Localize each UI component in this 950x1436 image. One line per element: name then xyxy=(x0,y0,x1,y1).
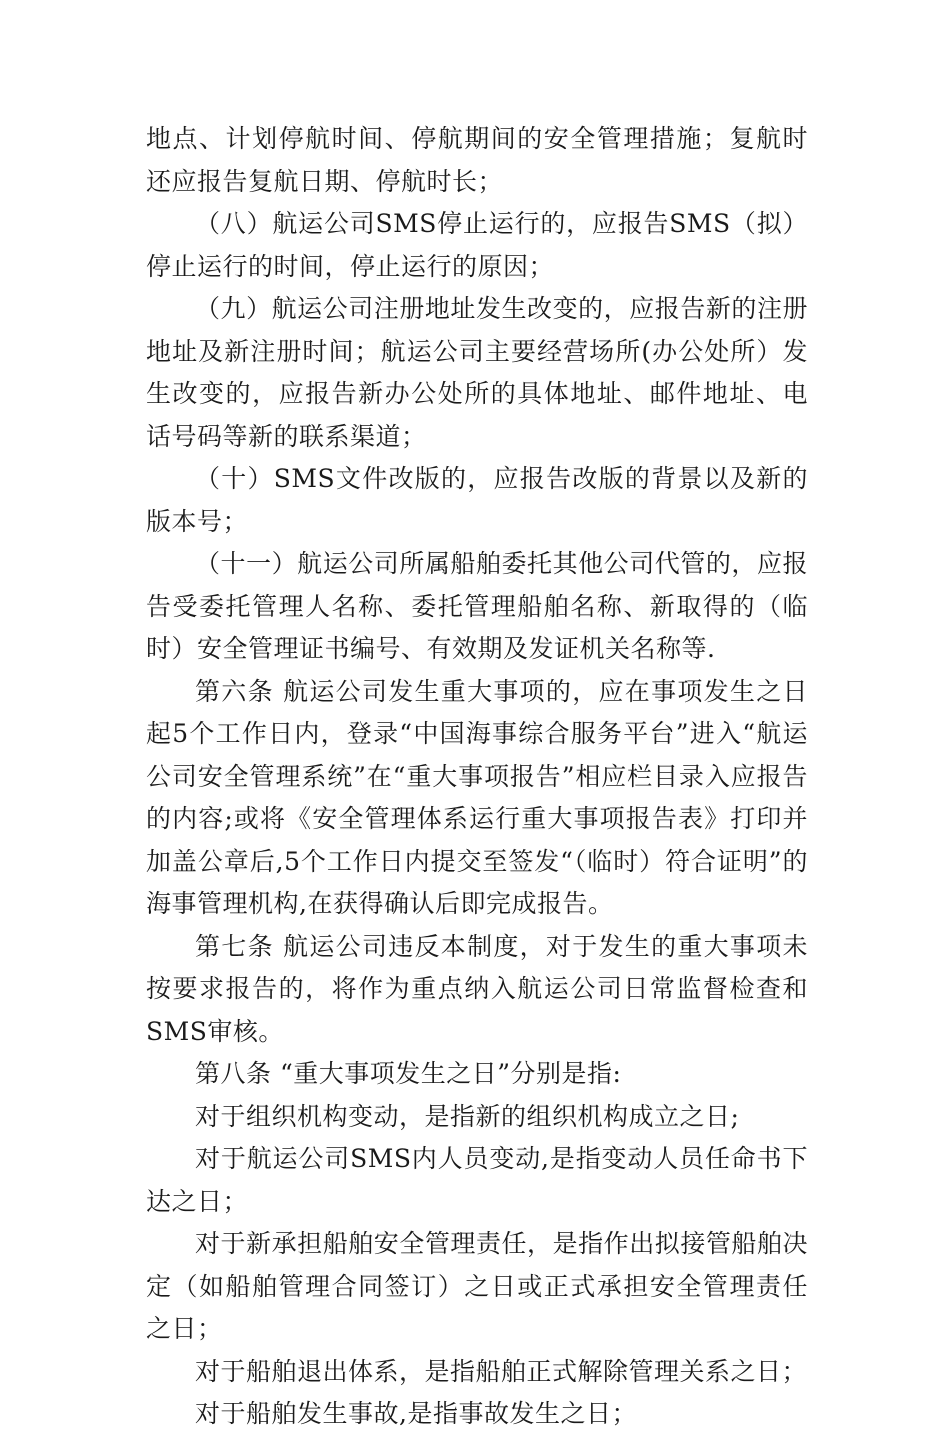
paragraph-article-8: 第八条 “重大事项发生之日”分别是指: xyxy=(195,1059,622,1088)
paragraph-ship-accident: 对于船舶发生事故,是指事故发生之日； xyxy=(195,1399,637,1428)
paragraph-item-8: （八）航运公司SMS停止运行的，应报告SMS（拟）停止运行的时间，停止运行的原因； xyxy=(146,209,808,281)
paragraph-ship-exit: 对于船舶退出体系，是指船舶正式解除管理关系之日； xyxy=(195,1356,808,1386)
paragraph-item-9: （九）航运公司注册地址发生改变的，应报告新的注册地址及新注册时间；航运公司主要经营场所(办公处所）发生改变的，应报告新办公处所的具体地址、邮件地址、电话号码等新的联系渠道； xyxy=(146,294,808,451)
paragraph-item-11: （十一）航运公司所属船舶委托其他公司代管的，应报告受委托管理人名称、委托管理船舶名称、新取得的（临时）安全管理证书编号、有效期及发证机关名称等. xyxy=(146,549,808,663)
paragraph-item-10: （十）SMS文件改版的，应报告改版的背景以及新的版本号； xyxy=(146,464,808,536)
paragraph-new-ship-management: 对于新承担船舶安全管理责任，是指作出拟接管船舶决定（如船舶管理合同签订）之日或正式承担安全管理责任之日； xyxy=(146,1229,808,1343)
paragraph-article-7: 第七条 航运公司违反本制度，对于发生的重大事项未按要求报告的，将作为重点纳入航运公司日常监督检查和SMS审核。 xyxy=(146,931,808,1046)
paragraph-1-continuation: 地点、计划停航时间、停航期间的安全管理措施；复航时还应报告复航日期、停航时长； xyxy=(146,124,808,196)
paragraph-personnel-change: 对于航运公司SMS内人员变动,是指变动人员任命书下达之日； xyxy=(146,1144,808,1216)
paragraph-article-6: 第六条 航运公司发生重大事项的，应在事项发生之日起5个工作日内，登录“中国海事综合服务平台”进入“航运公司安全管理系统”在“重大事项报告”相应栏目录入应报告的内容;或将《安全管理体系运行重大事项报告表》打印并加盖公章后,5个工作日内提交至签发“（临时）符合证明”的海事管理机构,在获得确认后即完成报告。 xyxy=(146,676,808,918)
paragraph-org-change: 对于组织机构变动，是指新的组织机构成立之日; xyxy=(195,1101,740,1131)
document-body xyxy=(146,118,808,1436)
